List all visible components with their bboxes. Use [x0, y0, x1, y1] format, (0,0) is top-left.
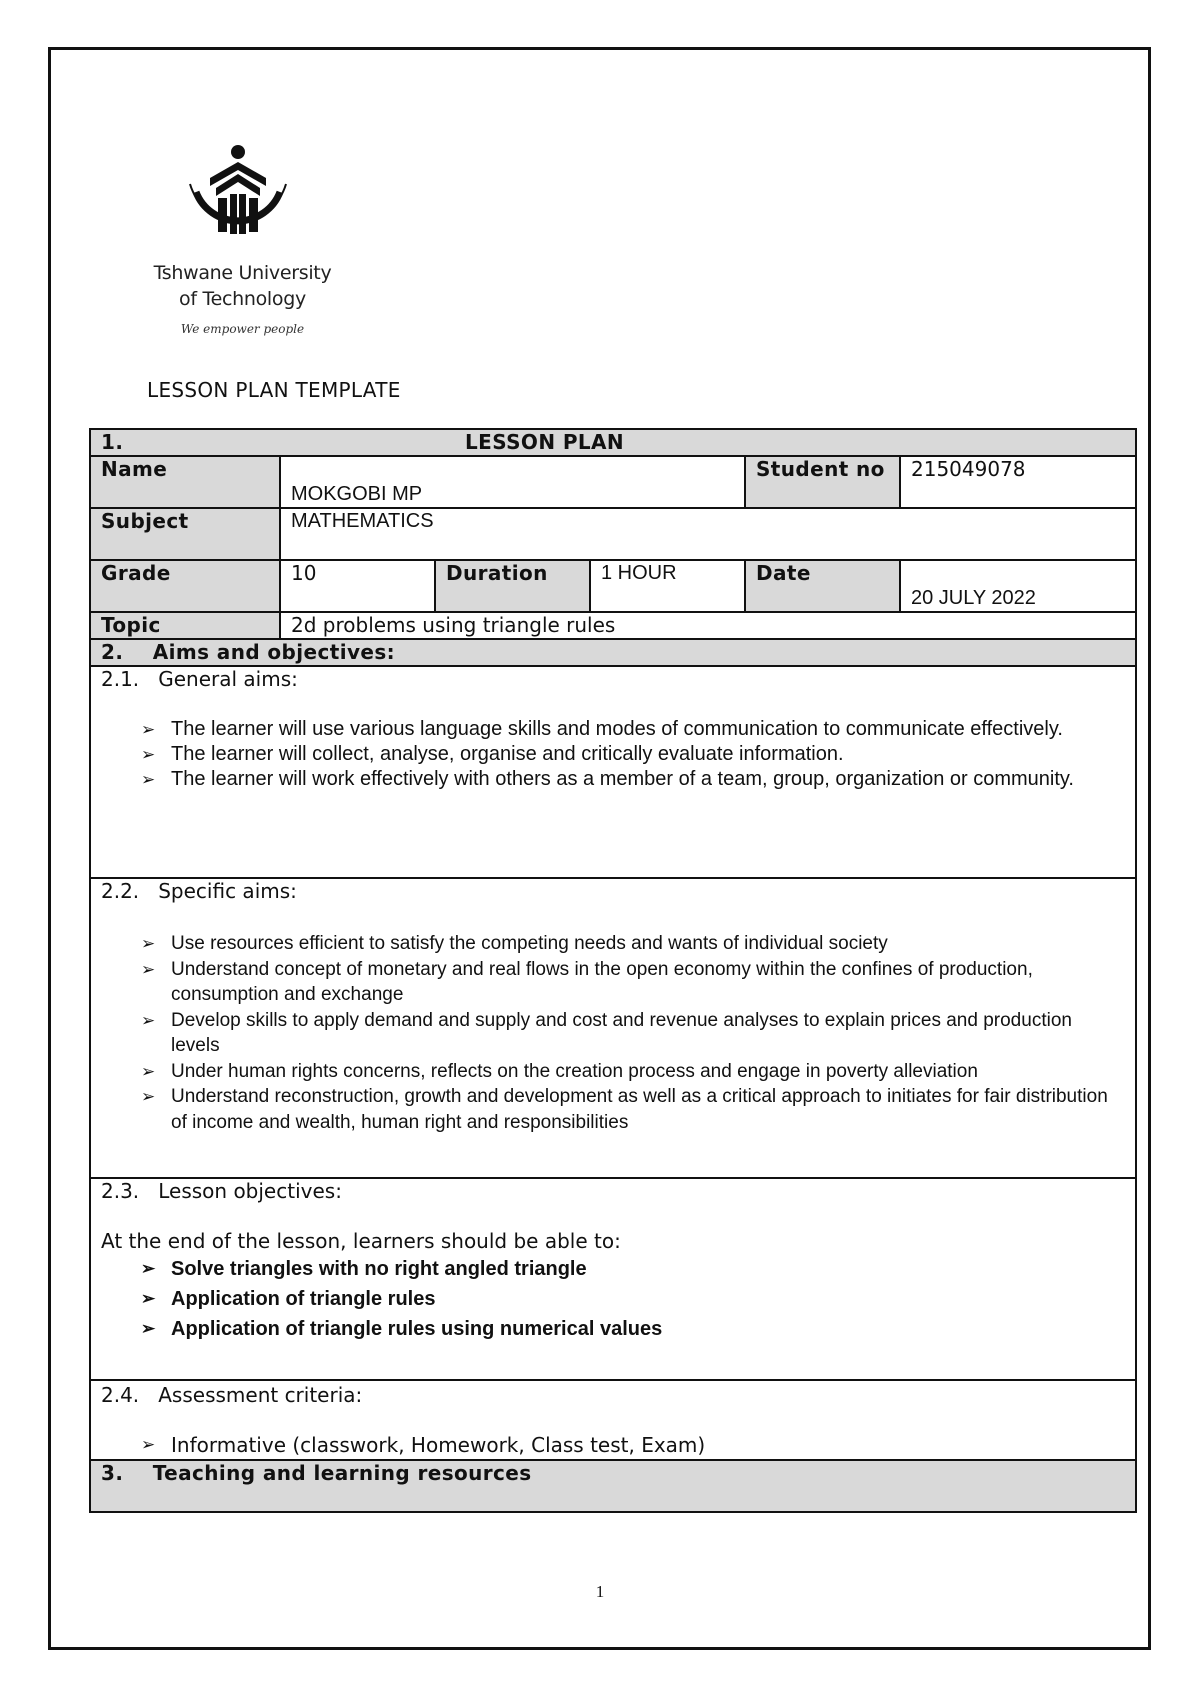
date-value: 20 JULY 2022	[900, 560, 1136, 612]
duration-label: Duration	[435, 560, 590, 612]
list-item: ➢ The learner will work effectively with others as a member of a team, group, organization or community.	[141, 767, 1125, 792]
list-item: ➢ Solve triangles with no right angled triangle	[141, 1254, 1125, 1284]
general-aims-heading: 2.1. General aims:	[101, 667, 298, 691]
document-title: LESSON PLAN TEMPLATE	[147, 378, 401, 402]
list-item: ➢ Application of triangle rules using numerical values	[141, 1314, 1125, 1344]
specific-aims-row	[90, 878, 1136, 1178]
section2-header-row	[90, 639, 1136, 666]
logo-tagline: We empower people	[180, 322, 305, 336]
topic-label: Topic	[90, 612, 280, 639]
section2-title: 2. Aims and objectives:	[90, 639, 1136, 666]
name-value: MOKGOBI MP	[280, 456, 745, 508]
assessment-heading: 2.4. Assessment criteria:	[101, 1383, 363, 1407]
general-aims-list	[101, 717, 1125, 792]
section1-number: 1.	[90, 429, 280, 456]
lesson-objectives-heading: 2.3. Lesson objectives:	[101, 1179, 342, 1203]
subject-label: Subject	[90, 508, 280, 560]
specific-aims-heading: 2.2. Specific aims:	[101, 879, 297, 903]
general-aims-row	[90, 666, 1136, 878]
lesson-plan-table	[89, 428, 1137, 1513]
lesson-objectives-row	[90, 1178, 1136, 1380]
logo-name-line2: of Technology	[179, 288, 306, 310]
list-item: ➢ Develop skills to apply demand and supply and cost and revenue analyses to explain prices and production levels	[141, 1008, 1125, 1059]
assessment-row	[90, 1380, 1136, 1460]
name-row	[90, 456, 1136, 508]
logo-name-line1: Tshwane University	[153, 262, 332, 284]
section3-title: 3. Teaching and learning resources	[90, 1460, 1136, 1512]
section1-title: LESSON PLAN	[280, 429, 1136, 456]
lesson-objectives-intro: At the end of the lesson, learners should be able to:	[101, 1229, 621, 1253]
name-label: Name	[90, 456, 280, 508]
list-item: ➢ Understand reconstruction, growth and development as well as a critical approach to initiates for fair distribution of income and wealth, human right and responsibilities	[141, 1084, 1125, 1135]
duration-value: 1 HOUR	[590, 560, 745, 612]
subject-row	[90, 508, 1136, 560]
grade-row	[90, 560, 1136, 612]
list-item: ➢ The learner will collect, analyse, organise and critically evaluate information.	[141, 742, 1125, 767]
list-item: ➢ The learner will use various language skills and modes of communication to communicate effectively.	[141, 717, 1125, 742]
list-item: ➢ Use resources efficient to satisfy the competing needs and wants of individual society	[141, 931, 1125, 957]
grade-label: Grade	[90, 560, 280, 612]
topic-value: 2d problems using triangle rules	[280, 612, 1136, 639]
topic-row	[90, 612, 1136, 639]
section3-header-row	[90, 1460, 1136, 1512]
list-item: ➢ Understand concept of monetary and real flows in the open economy within the confines of production, consumption and exchange	[141, 957, 1125, 1008]
specific-aims-list	[101, 931, 1125, 1135]
date-label: Date	[745, 560, 900, 612]
grade-value: 10	[280, 560, 435, 612]
university-logo	[140, 140, 340, 336]
page-number: 1	[595, 1582, 605, 1601]
student-no-label: Student no	[745, 456, 900, 508]
subject-value: MATHEMATICS	[280, 508, 1136, 560]
list-item: ➢ Application of triangle rules	[141, 1284, 1125, 1314]
lesson-objectives-list	[101, 1254, 1125, 1344]
list-item: ➢ Informative (classwork, Homework, Class test, Exam)	[141, 1433, 1125, 1458]
list-item: ➢ Under human rights concerns, reflects on the creation process and engage in poverty alleviation	[141, 1059, 1125, 1085]
student-no-value: 215049078	[900, 456, 1136, 508]
assessment-list	[101, 1433, 1125, 1458]
section1-header-row	[90, 429, 1136, 456]
tut-emblem-icon	[178, 140, 298, 260]
